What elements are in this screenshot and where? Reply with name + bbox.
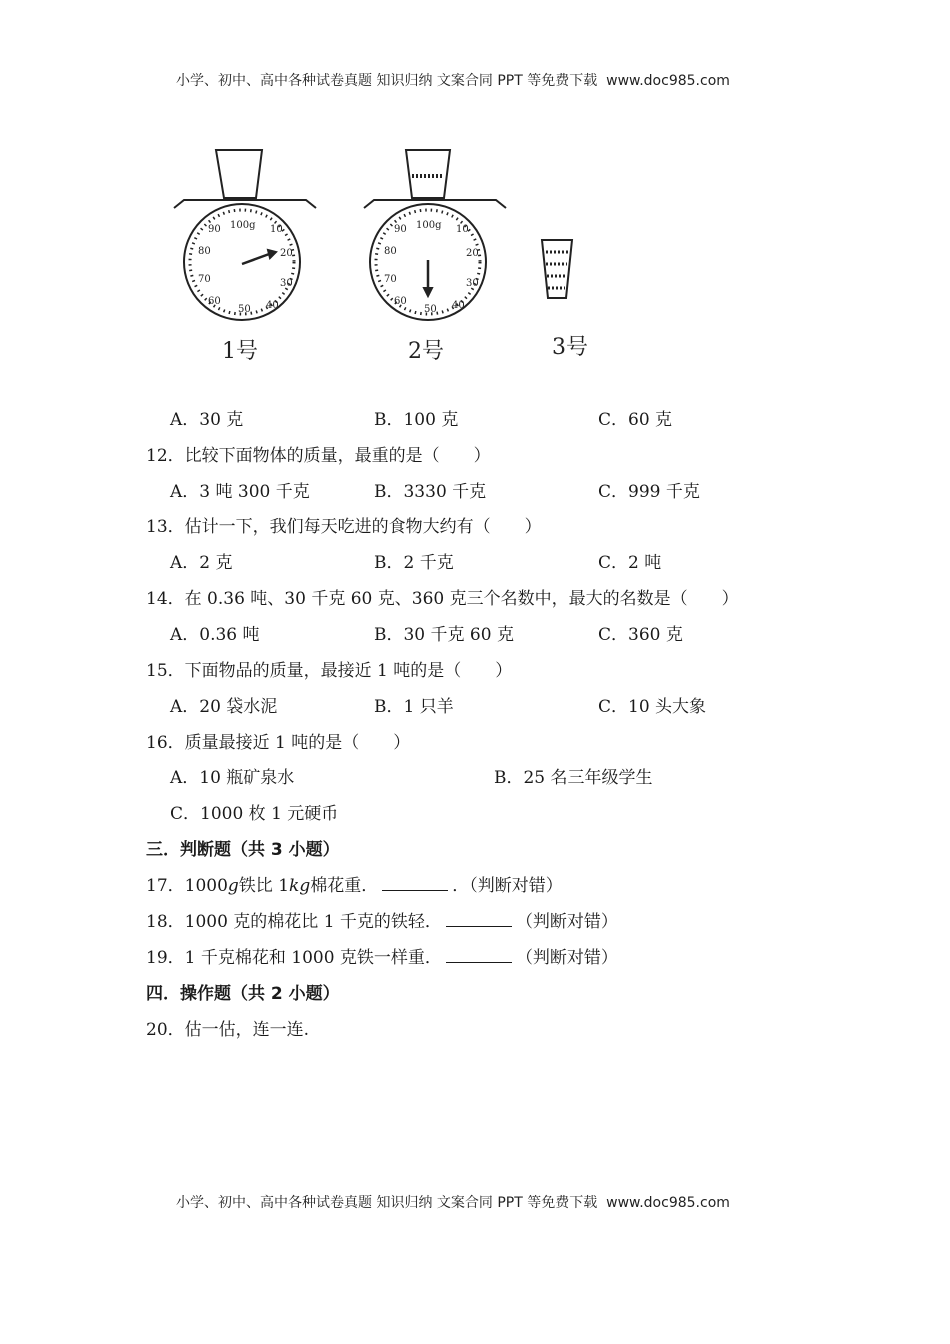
q14-option-a: A．0.36 吨 [170,625,260,645]
q13-stem: 13．估计一下，我们每天吃进的食物大约有（ ） [146,517,542,537]
scales-figure [160,140,640,370]
dial2-n30: 30 [466,278,479,289]
dial1-n70: 70 [198,274,211,285]
q12-option-c: C．999 千克 [598,482,700,502]
q16-option-b: B．25 名三年级学生 [494,768,653,788]
q17-post: 棉花重． [310,876,379,896]
q11-option-b: B．100 克 [374,410,459,430]
q17 [146,871,563,896]
q16-stem: 16．质量最接近 1 吨的是（ ） [146,733,411,753]
scale-2 [364,150,506,320]
dial1-top: 100g [230,220,256,231]
cup-1 [216,150,262,198]
dial1-n90: 90 [208,224,221,235]
dial2-n80: 80 [384,246,397,257]
q16-option-c: C．1000 枚 1 元硬币 [170,804,339,824]
q17-answer-blank[interactable] [382,876,448,891]
dial2-n10: 10 [456,224,469,235]
scale-1-label: 1号 [222,339,258,364]
section-4-title: 四．操作题（共 2 小题） [146,984,340,1004]
dial1-n60: 60 [208,296,221,307]
dial1-n30: 30 [280,278,293,289]
dial2-n60: 60 [394,296,407,307]
q19-text: 19．1 千克棉花和 1000 克铁一样重． [146,948,442,968]
q18-text: 18．1000 克的棉花比 1 千克的铁轻． [146,912,442,932]
q20-stem: 20．估一估，连一连. [146,1020,310,1040]
q11-option-a: A．30 克 [170,410,244,430]
scale-2-needle-tip [424,288,432,296]
scale-1-needle [242,253,272,264]
q13-option-c: C．2 吨 [598,553,662,573]
scale-2-label: 2号 [408,339,444,364]
q18-tail: （判断对错） [515,912,618,932]
dial2-n40: 40 [452,300,465,311]
scale-1-needle-tip [268,250,276,258]
dial2-top: 100g [416,220,442,231]
q18 [146,907,618,932]
q19-answer-blank[interactable] [446,948,512,963]
dial1-n80: 80 [198,246,211,257]
q14-option-b: B．30 千克 60 克 [374,625,514,645]
page-footer [176,1192,730,1212]
q12-option-b: B．3330 千克 [374,482,487,502]
q18-answer-blank[interactable] [446,912,512,927]
q13-option-b: B．2 千克 [374,553,454,573]
dial2-n70: 70 [384,274,397,285]
q17-pre: 17．1000 [146,876,228,896]
q17-mid: 铁比 1 [238,876,290,896]
q15-option-c: C．10 头大象 [598,697,707,717]
q17-unit-g: g [227,876,239,896]
dial2-n90: 90 [394,224,407,235]
q16-option-a: A．10 瓶矿泉水 [170,768,295,788]
q15-stem: 15．下面物品的质量，最接近 1 吨的是（ ） [146,661,513,681]
dial1-n10: 10 [270,224,283,235]
scale-1 [174,150,316,320]
section-3-title: 三．判断题（共 3 小题） [146,840,340,860]
dial2-n20: 20 [466,248,479,259]
q11-option-c: C．60 克 [598,410,673,430]
q15-option-b: B．1 只羊 [374,697,454,717]
header-text: 小学、初中、高中各种试卷真题 知识归纳 文案合同 PPT 等免费下载 [176,73,598,89]
cup-3-label: 3号 [552,335,588,360]
footer-text: 小学、初中、高中各种试卷真题 知识归纳 文案合同 PPT 等免费下载 [176,1195,598,1211]
dial2-n50: 50 [424,304,437,315]
dial1-n50: 50 [238,304,251,315]
q17-tail: ．（判断对错） [452,876,563,896]
q12-stem: 12．比较下面物体的质量，最重的是（ ） [146,446,491,466]
dial1-n40: 40 [266,300,279,311]
q15-option-a: A．20 袋水泥 [170,697,278,717]
cup-3 [542,240,572,298]
q12-option-a: A．3 吨 300 千克 [170,482,310,502]
dial1-n20: 20 [280,248,293,259]
footer-url: www.doc985.com [606,1195,730,1211]
header-url: www.doc985.com [606,73,730,89]
q14-option-c: C．360 克 [598,625,683,645]
q17-unit-kg: kg [289,876,311,896]
q13-option-a: A．2 克 [170,553,233,573]
q19 [146,943,618,968]
q19-tail: （判断对错） [515,948,618,968]
q14-stem: 14．在 0.36 吨、30 千克 60 克、360 克三个名数中，最大的名数是（ ） [146,589,739,609]
page-header [176,70,730,90]
